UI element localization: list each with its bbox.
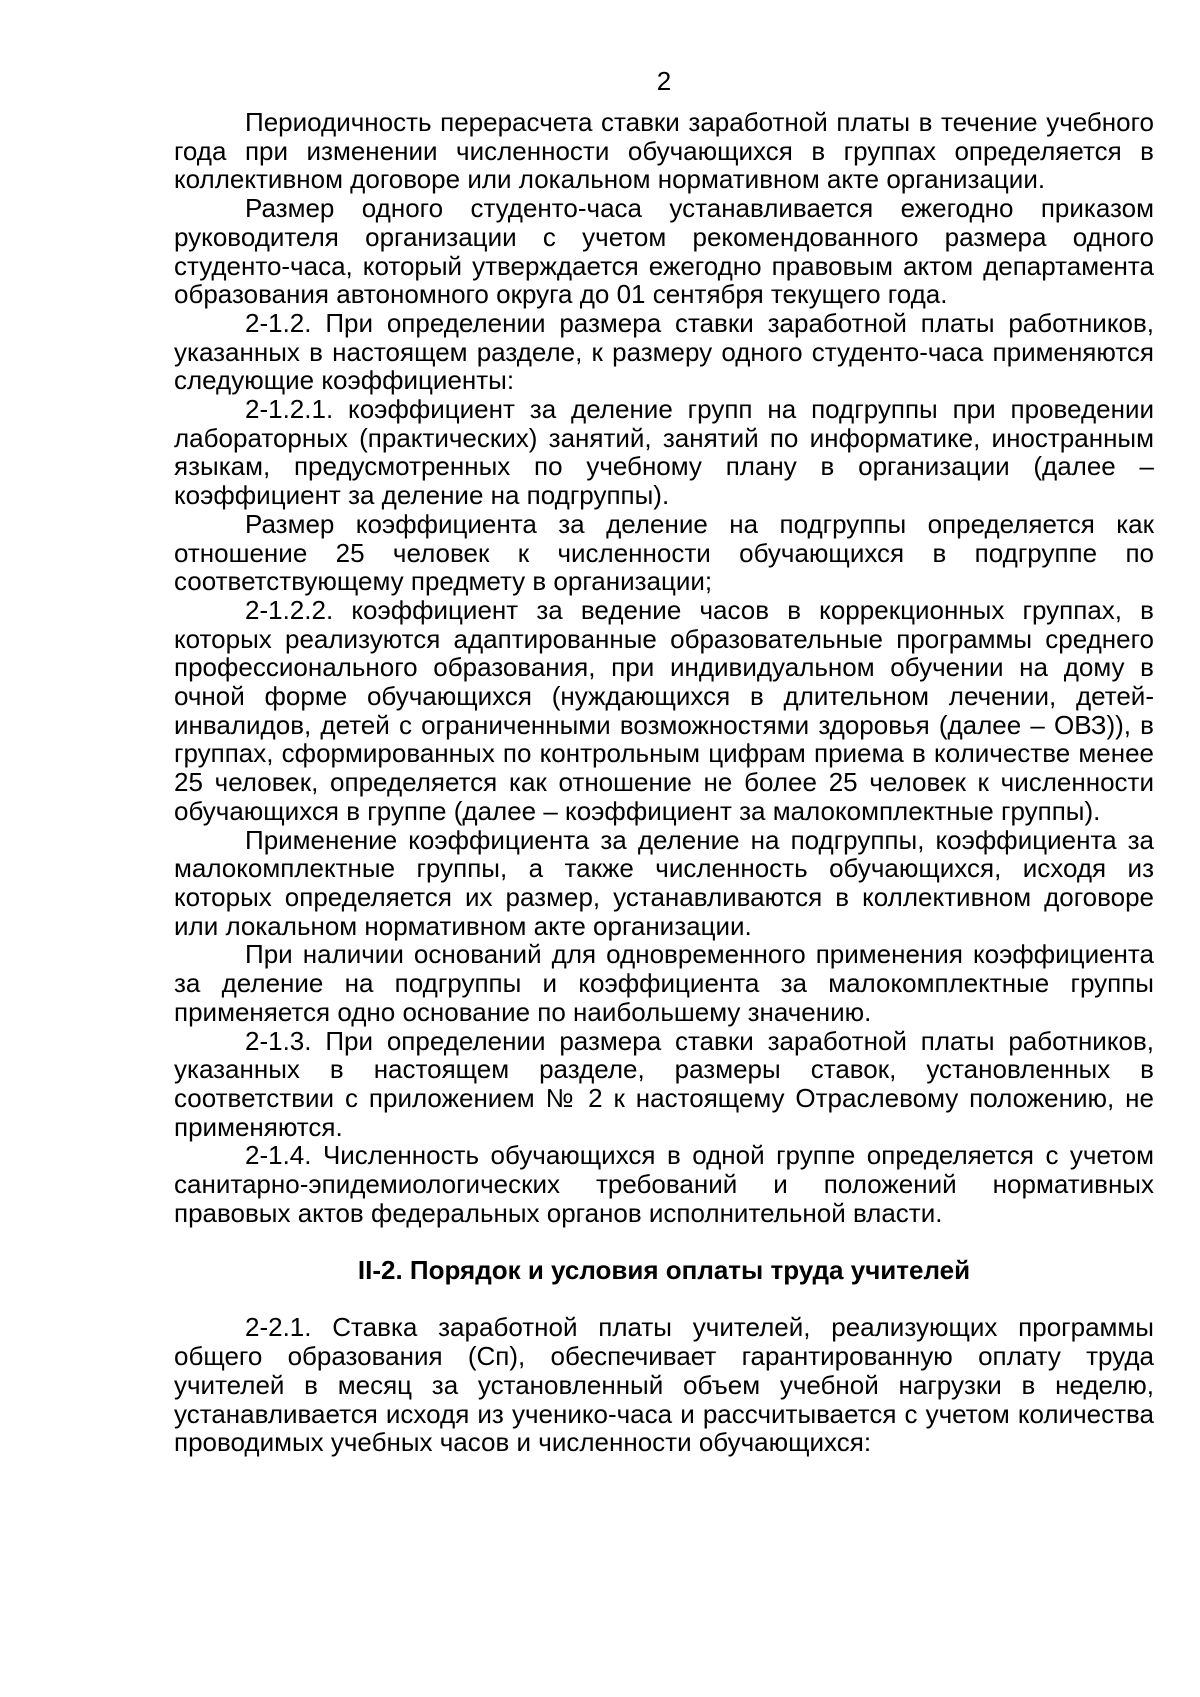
paragraph-2-1-2: 2-1.2. При определении размера ставки заработной платы работников, указанных в настоящем разделе, к размеру одного студенто-часа применяются следующие коэффициенты: xyxy=(174,307,1154,396)
paragraph-2-1-2-1: 2-1.2.1. коэффициент за деление групп на подгруппы при проведении лабораторных (практических) занятий, занятий по информатике, иностранным языкам, предусмотренных по учебному плану в организации (далее – коэффициент за деление на подгруппы). xyxy=(174,394,1154,511)
section-heading: II-2. Порядок и условия оплаты труда учителей xyxy=(357,1255,971,1286)
paragraph-coefficient-application: Применение коэффициента за деление на подгруппы, коэффициента за малокомплектные группы, а также численность обучающихся, исходя из которых определяется их размер, устанавливаются в коллективном договоре или локальном нормативном акте организации. xyxy=(174,824,1154,941)
page-number: 2 xyxy=(656,66,672,96)
paragraph-student-hour-size: Размер одного студенто-часа устанавливается ежегодно приказом руководителя организации с учетом рекомендованного размера одного студенто-часа, который утверждается ежегодно правовым актом департамента образования автономного округа до 01 сентября текущего года. xyxy=(174,193,1154,310)
paragraph-2-1-4: 2-1.4. Численность обучающихся в одной группе определяется с учетом санитарно-эпидемиологических требований и положений нормативных правовых актов федеральных органов исполнительной власти. xyxy=(174,1140,1154,1228)
document-page xyxy=(174,66,1154,1457)
paragraph-2-2-1: 2-2.1. Ставка заработной платы учителей, реализующих программы общего образования (Сп), обеспечивает гарантированную оплату труда учителей в месяц за установленный объем учебной нагрузки в неделю, устанавливается исходя из ученико-часа и рассчитывается с учетом количества проводимых учебных часов и численности обучающихся: xyxy=(174,1312,1154,1458)
paragraph-simultaneous-application: При наличии оснований для одновременного применения коэффициента за деление на подгруппы и коэффициента за малокомплектные группы применяется одно основание по наибольшему значению. xyxy=(174,939,1154,1027)
paragraph-subgroup-coefficient-size: Размер коэффициента за деление на подгруппы определяется как отношение 25 человек к численности обучающихся в подгруппе по соответствующему предмету в организации; xyxy=(174,508,1154,597)
paragraph-recalculation-periodicity: Периодичность перерасчета ставки заработной платы в течение учебного года при изменении численности обучающихся в группах определяется в коллективном договоре или локальном нормативном акте организации. xyxy=(174,107,1154,195)
paragraph-2-1-2-2: 2-1.2.2. коэффициент за ведение часов в коррекционных группах, в которых реализуются адаптированные образовательные программы среднего профессионального образования, при индивидуальном обучении на дому в очной форме обучающихся (нуждающихся в длительном лечении, детей-инвалидов, детей с ограниченными возможностями здоровья (далее – ОВЗ)), в группах, сформированных по контрольным цифрам приема в количестве менее 25 человек, определяется как отношение не более 25 человек к численности обучающихся в группе (далее – коэффициент за малокомплектные группы). xyxy=(174,594,1154,826)
paragraph-2-1-3: 2-1.3. При определении размера ставки заработной платы работников, указанных в настоящем разделе, размеры ставок, установленных в соответствии с приложением № 2 к настоящему Отраслевому положению, не применяются. xyxy=(174,1025,1154,1142)
